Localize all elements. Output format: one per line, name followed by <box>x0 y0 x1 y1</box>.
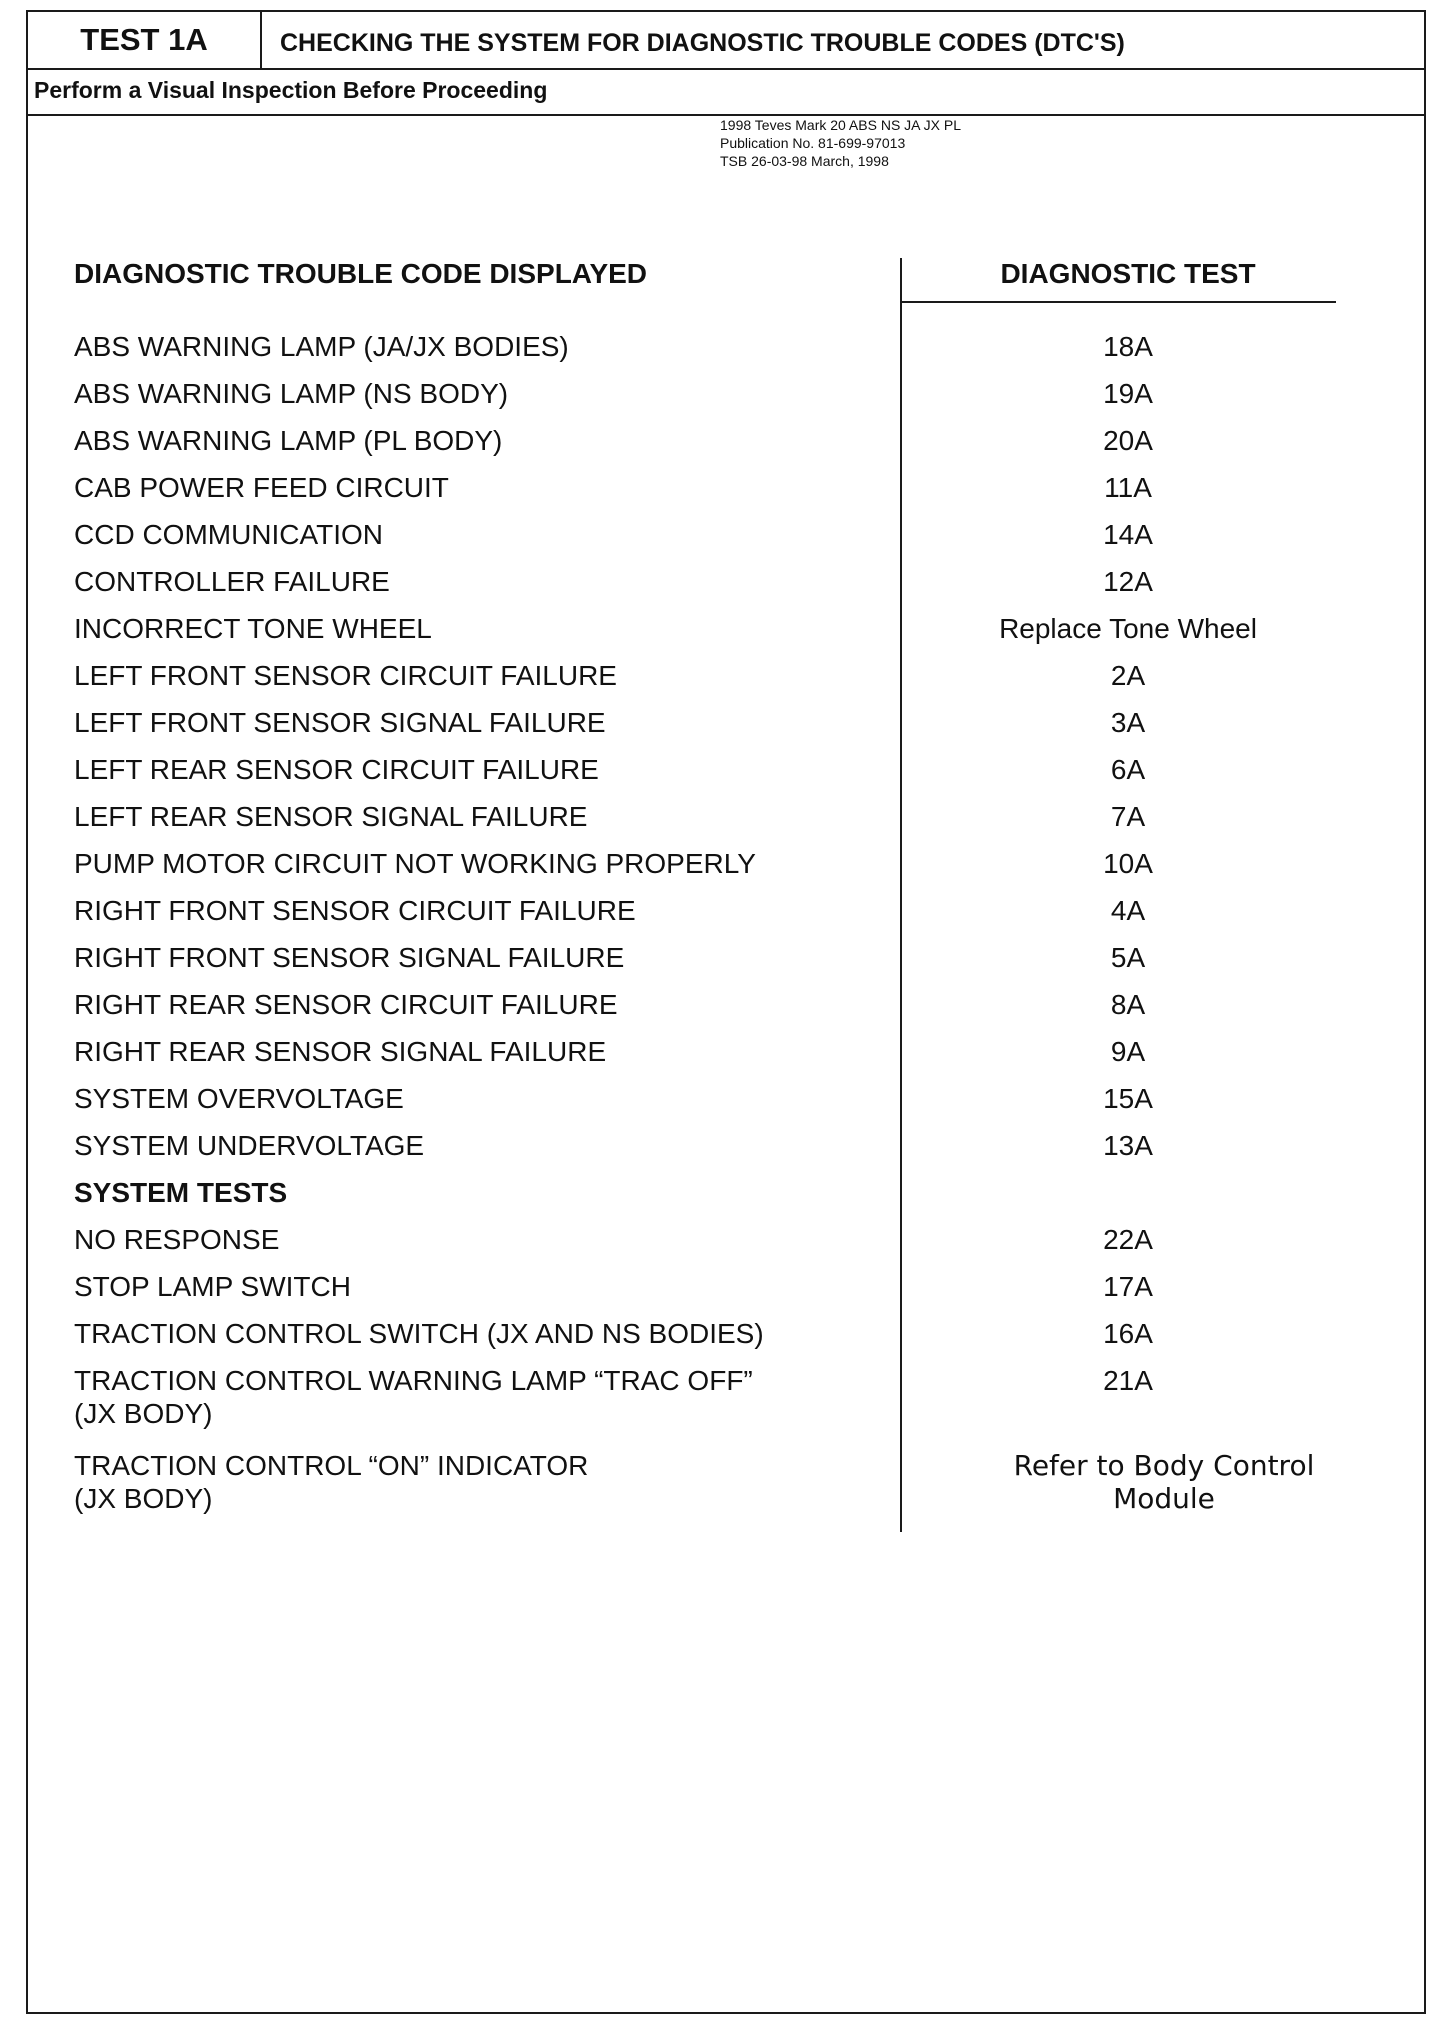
diagnostic-test: 4A <box>1110 895 1146 926</box>
trouble-code: TRACTION CONTROL WARNING LAMP “TRAC OFF” (JX BODY) <box>74 1365 753 1429</box>
diagnostic-test: 10A <box>1103 848 1153 879</box>
trouble-code: INCORRECT TONE WHEEL <box>74 613 432 644</box>
publication-info <box>720 116 961 170</box>
test-title: CHECKING THE SYSTEM FOR DIAGNOSTIC TROUBLE CODES (DTC'S) <box>280 29 1125 57</box>
diagnostic-test: 13A <box>1103 1130 1153 1161</box>
diagnostic-test: Refer to Body Control Module <box>1013 1449 1315 1515</box>
publication-line-3: TSB 26-03-98 March, 1998 <box>720 153 889 169</box>
title-header <box>28 12 1424 70</box>
column-header-code: DIAGNOSTIC TROUBLE CODE DISPLAYED <box>74 258 648 289</box>
trouble-code: RIGHT FRONT SENSOR CIRCUIT FAILURE <box>74 895 636 926</box>
trouble-code: RIGHT FRONT SENSOR SIGNAL FAILURE <box>74 942 625 973</box>
trouble-code: CCD COMMUNICATION <box>74 519 384 550</box>
trouble-code: CAB POWER FEED CIRCUIT <box>74 472 449 503</box>
trouble-code: STOP LAMP SWITCH <box>74 1271 351 1302</box>
trouble-code: LEFT FRONT SENSOR CIRCUIT FAILURE <box>74 660 617 691</box>
diagnostic-test: 16A <box>1103 1318 1153 1349</box>
publication-line-1: 1998 Teves Mark 20 ABS NS JA JX PL <box>720 117 961 133</box>
subheader: Perform a Visual Inspection Before Proceeding <box>28 70 1424 116</box>
column-header-test: DIAGNOSTIC TEST <box>1000 258 1256 289</box>
diagnostic-test: 2A <box>1110 660 1146 691</box>
diagnostic-test: 14A <box>1103 519 1153 550</box>
diagnostic-test: 11A <box>1104 472 1152 503</box>
diagnostic-test: 20A <box>1103 425 1153 456</box>
trouble-code: LEFT REAR SENSOR CIRCUIT FAILURE <box>74 754 599 785</box>
header-rule <box>902 301 1336 303</box>
trouble-code: PUMP MOTOR CIRCUIT NOT WORKING PROPERLY <box>74 848 756 879</box>
diagnostic-test: 12A <box>1103 566 1153 597</box>
trouble-code: TRACTION CONTROL “ON” INDICATOR (JX BODY) <box>74 1450 589 1514</box>
trouble-code: CONTROLLER FAILURE <box>74 566 390 597</box>
diagnostic-test: Replace Tone Wheel <box>999 613 1257 644</box>
diagnostic-test: 3A <box>1110 707 1146 738</box>
diagnostic-test: 9A <box>1110 1036 1146 1067</box>
diagnostic-test: 18A <box>1103 331 1153 362</box>
diagnostic-test: 6A <box>1110 754 1146 785</box>
trouble-code: RIGHT REAR SENSOR SIGNAL FAILURE <box>74 1036 607 1067</box>
trouble-code: ABS WARNING LAMP (PL BODY) <box>74 425 503 456</box>
section-heading: SYSTEM TESTS <box>74 1177 288 1208</box>
trouble-code: TRACTION CONTROL SWITCH (JX AND NS BODIES) <box>74 1318 764 1349</box>
trouble-code: SYSTEM UNDERVOLTAGE <box>74 1130 425 1161</box>
diagnostic-test: 7A <box>1110 801 1146 832</box>
diagnostic-test: 15A <box>1103 1083 1153 1114</box>
diagnostic-test: 17A <box>1103 1271 1153 1302</box>
diagnostic-test: 22A <box>1103 1224 1153 1255</box>
diagnostic-test: 8A <box>1110 989 1146 1020</box>
test-id: TEST 1A <box>28 12 262 68</box>
publication-line-2: Publication No. 81-699-97013 <box>720 135 906 151</box>
trouble-code: RIGHT REAR SENSOR CIRCUIT FAILURE <box>74 989 618 1020</box>
trouble-code: ABS WARNING LAMP (JA/JX BODIES) <box>74 331 569 362</box>
trouble-code: SYSTEM OVERVOLTAGE <box>74 1083 404 1114</box>
diagnostic-test: 19A <box>1103 378 1153 409</box>
trouble-code: LEFT REAR SENSOR SIGNAL FAILURE <box>74 801 588 832</box>
diagnostic-test: 5A <box>1110 942 1146 973</box>
diagnostic-test: 21A <box>1103 1365 1153 1396</box>
trouble-code: ABS WARNING LAMP (NS BODY) <box>74 378 509 409</box>
trouble-code: NO RESPONSE <box>74 1224 280 1255</box>
trouble-code: LEFT FRONT SENSOR SIGNAL FAILURE <box>74 707 606 738</box>
